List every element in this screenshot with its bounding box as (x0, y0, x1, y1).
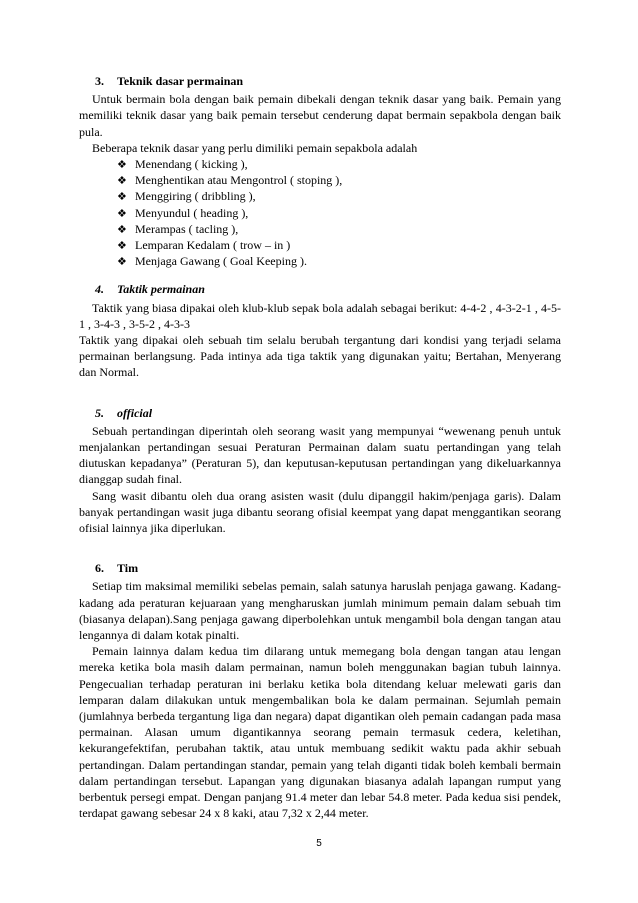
diamond-bullet-icon: ❖ (117, 159, 127, 172)
section-title: Teknik dasar permainan (117, 74, 244, 88)
section-heading (79, 281, 561, 297)
section-taktik (79, 281, 561, 380)
list-item-text: Menendang ( kicking ), (135, 157, 248, 172)
list-item-text: Menggiring ( dribbling ), (135, 189, 256, 204)
paragraph: Beberapa teknik dasar yang perlu dimiliki pemain sepakbola adalah (92, 140, 418, 155)
list-item (117, 253, 561, 269)
list-item-text: Merampas ( tacling ), (135, 221, 239, 236)
paragraph: Sebuah pertandingan diperintah oleh seorang wasit yang mempunyai “wewenang penuh untuk menjalankan pertandingan sesuai Peraturan Permainan dalam suatu pertandingan yang telah diutuskan kepadanya” (Peraturan 5), dan keputusan-keputusan pertandingan yang dikeluarkannya dianggap sudah final. (79, 423, 561, 487)
paragraph: Taktik yang biasa dipakai oleh klub-klub sepak bola adalah sebagai berikut: 4-4-2 , 4-3-2-1 , 4-5-1 , 3-4-3 , 3-5-2 , 4-3-3 (79, 300, 561, 331)
diamond-bullet-icon: ❖ (117, 207, 127, 220)
list-item-text: Menjaga Gawang ( Goal Keeping ). (135, 254, 307, 269)
paragraph: Taktik yang dipakai oleh sebuah tim selalu berubah tergantung dari kondisi yang terjadi selama permainan berlangsung. Pada intinya ada tiga taktik yang digunakan yaitu; Bertahan, Menyerang dan Normal. (79, 332, 561, 380)
diamond-bullet-icon: ❖ (117, 256, 127, 269)
list-item (117, 237, 561, 253)
list-item (117, 172, 561, 188)
paragraph: Untuk bermain bola dengan baik pemain dibekali dengan teknik dasar yang baik. Pemain yang memiliki teknik dasar yang baik pemain tersebut cenderung dapat bermain sepakbola dengan baik pula. (79, 92, 561, 139)
section-official (79, 405, 561, 537)
section-number: 3. (95, 74, 104, 88)
page-number: 5 (316, 838, 322, 849)
list-item-text: Menyundul ( heading ), (135, 205, 249, 220)
diamond-bullet-icon: ❖ (117, 175, 127, 188)
section-number: 6. (95, 561, 104, 576)
section-title: official (117, 405, 153, 420)
list-item (117, 221, 561, 237)
list-item (117, 205, 561, 221)
list-item (117, 188, 561, 204)
paragraph: Pemain lainnya dalam kedua tim dilarang untuk memegang bola dengan tangan atau lengan mereka ketika bola masih dalam permainan, namun boleh menggunakan bagian tubuh lainnya. Pengecualian terhadap peraturan ini berlaku ketika bola ditendang keluar melewati garis dan lemparan dalam dilakukan untuk mengembalikan bola ke dalam permainan. Sejumlah pemain (jumlahnya berbeda tergantung liga dan negara) dapat digantikan oleh pemain cadangan pada masa permainan. Alasan umum digantikannya seorang pemain termasuk cedera, keletihan, kekurangefektifan, perubahan taktik, atau untuk membuang sedikit waktu pada akhir sebuah pertandingan. Dalam pertandingan standar, pemain yang telah diganti tidak boleh kembali bermain dalam pertandingan tersebut. Lapangan yang digunakan biasanya adalah lapangan rumput yang berbentuk persegi empat. Dengan panjang 91.4 meter dan lebar 54.8 meter. Pada kedua sisi pendek, terdapat gawang sebesar 24 x 8 kaki, atau 7,32 x 2,44 meter. (79, 644, 561, 821)
paragraph: Sang wasit dibantu oleh dua orang asisten wasit (dulu dipanggil hakim/penjaga garis). Dalam banyak pertandingan wasit juga dibantu seorang ofisial keempat yang dapat menggantikan seorang ofisial lainnya jika diperlukan. (79, 488, 561, 535)
section-title: Tim (117, 561, 139, 576)
diamond-bullet-icon: ❖ (117, 239, 127, 252)
section-heading (79, 560, 561, 576)
section-heading (79, 405, 561, 421)
section-title: Taktik permainan (117, 282, 205, 297)
section-tim (79, 560, 561, 821)
page-content (79, 73, 561, 821)
section-number: 4. (95, 282, 104, 297)
list-item-text: Menghentikan atau Mengontrol ( stoping ), (135, 173, 343, 188)
list-item-text: Lemparan Kedalam ( trow – in ) (135, 237, 291, 252)
diamond-bullet-icon: ❖ (117, 191, 127, 204)
section-teknik-dasar (79, 73, 561, 269)
section-number: 5. (95, 405, 104, 420)
technique-list (79, 156, 561, 269)
diamond-bullet-icon: ❖ (117, 223, 127, 236)
list-item (117, 156, 561, 172)
section-heading (79, 73, 561, 89)
paragraph: Setiap tim maksimal memiliki sebelas pemain, salah satunya haruslah penjaga gawang. Kadang-kadang ada peraturan kejuaraan yang mengharuskan jumlah minimum pemain dalam sebuah tim (biasanya delapan).Sang penjaga gawang diperbolehkan untuk mengambil bola dengan tangan atau lengannya di dalam kotak pinalti. (79, 579, 561, 642)
